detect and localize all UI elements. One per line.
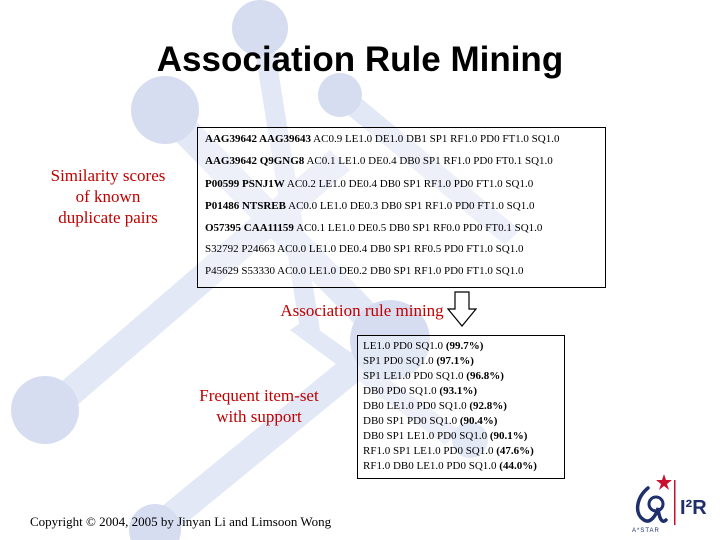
pair-ids: P00599 PSNJ1W: [205, 178, 285, 190]
pair-scores: AC0.2 LE1.0 DE0.4 DB0 SP1 RF1.0 PD0 FT1.0 SQ1.0: [284, 178, 534, 190]
pair-ids: O57395 CAA11159: [205, 222, 294, 234]
pair-row: [205, 243, 523, 255]
pair-scores: AC0.1 LE1.0 DE0.4 DB0 SP1 RF1.0 PD0 FT0.1 SQ1.0: [304, 155, 553, 167]
pair-row: [205, 178, 533, 190]
slide-title: Association Rule Mining: [156, 40, 564, 79]
itemset-items: RF1.0 SP1 LE1.0 PD0 SQ1.0: [363, 445, 494, 457]
itemset-support: (92.8%): [469, 400, 507, 412]
pair-row: [205, 265, 523, 277]
itemset-support: (99.7%): [445, 340, 484, 352]
itemset-items: DB0 LE1.0 PD0 SQ1.0: [363, 400, 467, 412]
similarity-label-line-2: of known: [75, 187, 141, 206]
itemset-row: [363, 430, 527, 442]
itemset-row: [363, 340, 483, 352]
itemset-support: (44.0%): [499, 460, 537, 472]
itemset-support: (97.1%): [436, 355, 474, 367]
itemset-support: (90.1%): [489, 430, 528, 442]
duplicate-pairs-box: [197, 127, 606, 288]
frequent-itemsets-box: [357, 335, 565, 479]
pair-scores: AC0.0 LE1.0 DE0.4 DB0 SP1 RF0.5 PD0 FT1.0 SQ1.0: [275, 243, 524, 255]
pair-scores: AC0.0 LE1.0 DE0.2 DB0 SP1 RF1.0 PD0 FT1.0 SQ1.0: [275, 265, 524, 277]
itemset-support: (47.6%): [496, 445, 534, 457]
pair-scores: AC0.9 LE1.0 DE1.0 DB1 SP1 RF1.0 PD0 FT1.0 SQ1.0: [311, 133, 560, 145]
itemset-support: (93.1%): [439, 385, 477, 397]
pair-row: [205, 200, 534, 212]
pair-scores: AC0.1 LE1.0 DE0.5 DB0 SP1 RF0.0 PD0 FT0.1 SQ1.0: [293, 222, 543, 234]
astar-i2r-logo: [626, 470, 716, 535]
itemset-support: (96.8%): [466, 370, 504, 382]
pair-ids: P45629 S53330: [205, 265, 275, 277]
itemset-items: SP1 LE1.0 PD0 SQ1.0: [363, 370, 464, 382]
itemset-items: DB0 SP1 PD0 SQ1.0: [363, 415, 458, 427]
pair-row: [205, 222, 542, 234]
itemset-row: [363, 400, 507, 412]
itemset-items: DB0 SP1 LE1.0 PD0 SQ1.0: [363, 430, 488, 442]
itemset-row: [363, 385, 477, 397]
frequent-label-line-2: with support: [216, 407, 302, 426]
similarity-label-line-1: Similarity scores: [50, 166, 166, 185]
pair-ids: S32792 P24663: [205, 243, 275, 255]
itemset-row: [363, 355, 474, 367]
pair-ids: AAG39642 Q9GNG8: [205, 155, 305, 167]
pair-row: [205, 155, 553, 167]
itemset-items: DB0 PD0 SQ1.0: [363, 385, 437, 397]
pair-ids: AAG39642 AAG39643: [205, 133, 312, 145]
frequent-itemset-label: [184, 385, 334, 427]
pair-row: [205, 133, 560, 145]
similarity-scores-label: [38, 165, 178, 228]
itemset-row: [363, 370, 504, 382]
itemset-support: (90.4%): [459, 415, 498, 427]
i2r-brand-text: I²R: [680, 497, 707, 519]
pair-ids: P01486 NTSREB: [205, 200, 286, 212]
itemset-row: [363, 445, 534, 457]
down-arrow-icon: [447, 291, 477, 327]
itemset-items: LE1.0 PD0 SQ1.0: [363, 340, 444, 352]
itemset-row: [363, 415, 497, 427]
pair-scores: AC0.0 LE1.0 DE0.3 DB0 SP1 RF1.0 PD0 FT1.0 SQ1.0: [286, 200, 535, 212]
astar-org-text: A*STAR: [632, 528, 660, 534]
association-rule-mining-label: Association rule mining: [280, 301, 444, 320]
copyright-notice: Copyright © 2004, 2005 by Jinyan Li and Limsoon Wong: [30, 514, 332, 529]
itemset-row: [363, 460, 537, 472]
itemset-items: RF1.0 DB0 LE1.0 PD0 SQ1.0: [363, 460, 497, 472]
frequent-label-line-1: Frequent item-set: [199, 386, 319, 405]
similarity-label-line-3: duplicate pairs: [58, 208, 158, 227]
itemset-items: SP1 PD0 SQ1.0: [363, 355, 434, 367]
